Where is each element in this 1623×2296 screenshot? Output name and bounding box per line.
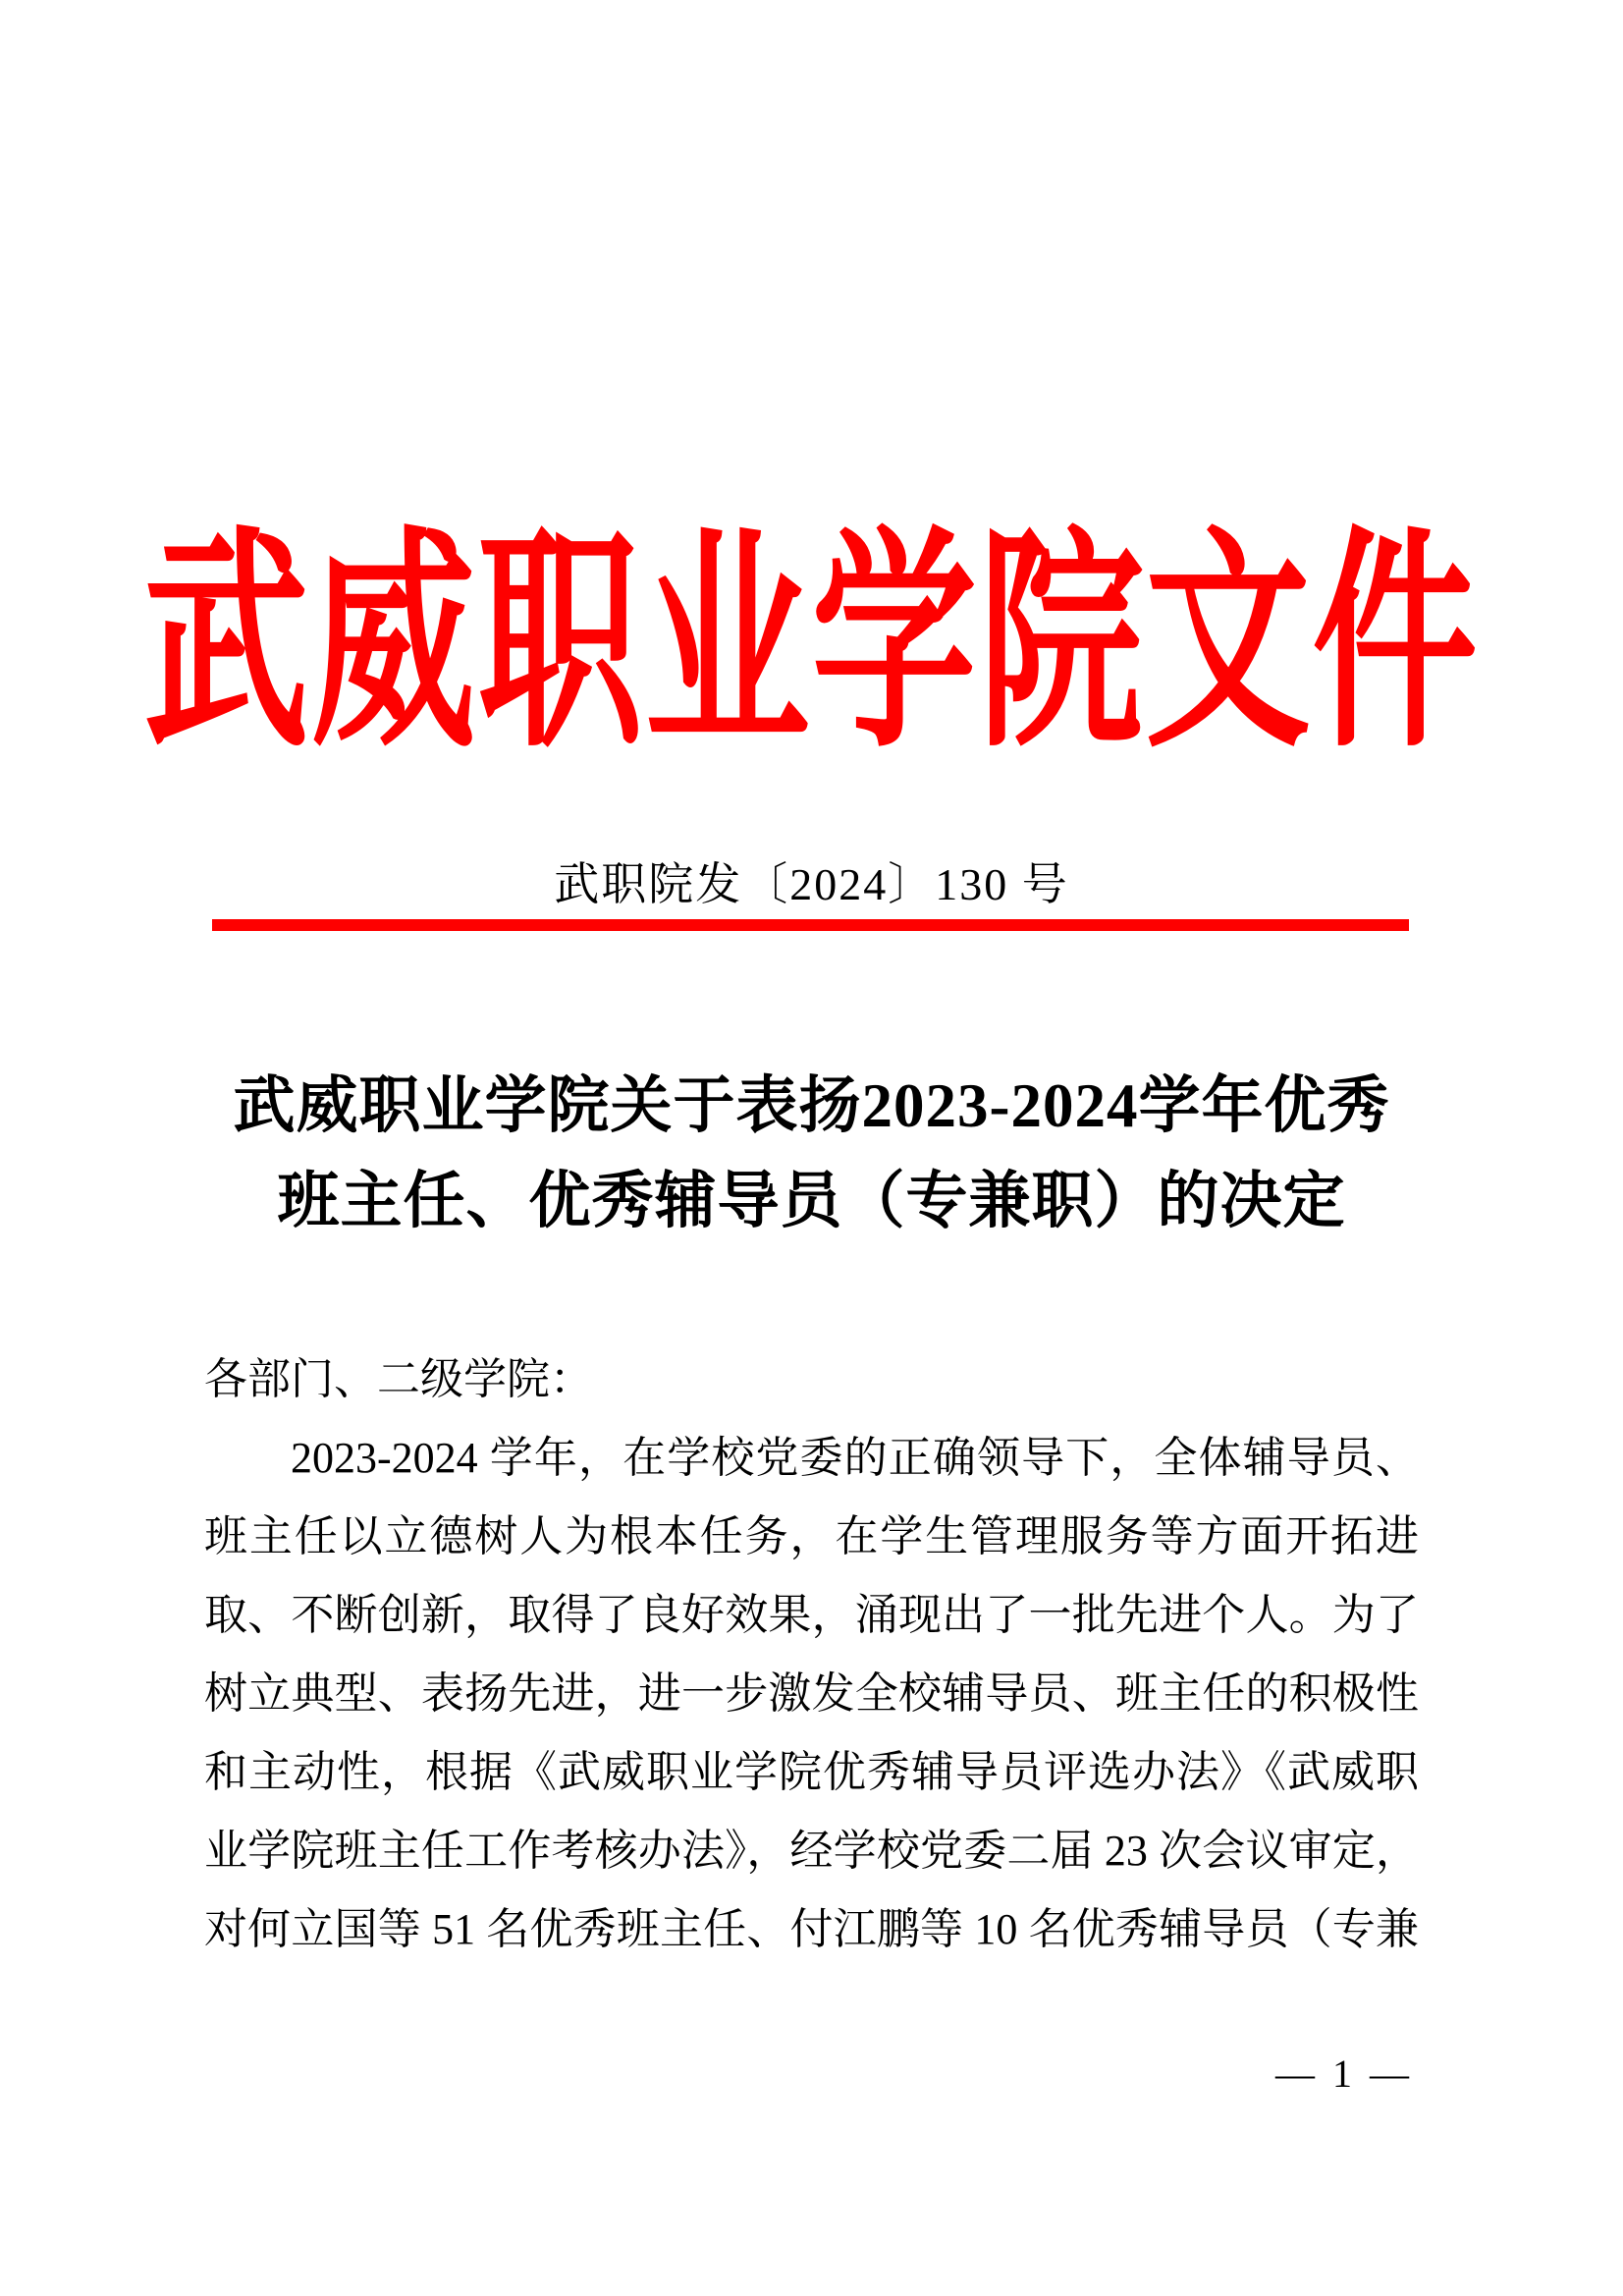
salutation-line: 各部门、二级学院： (204, 1355, 593, 1403)
body-line: 班主任以立德树人为根本任务，在学生管理服务等方面开拓进 (204, 1512, 1419, 1560)
body-line: 对何立国等 51 名优秀班主任、付江鹏等 10 名优秀辅导员（专兼 (204, 1905, 1419, 1953)
page-number: — 1 — (1275, 2051, 1413, 2096)
body-line: 2023-2024 学年，在学校党委的正确领导下，全体辅导员、 (291, 1434, 1419, 1482)
masthead-title: 武威职业学院文件 (143, 516, 1480, 776)
body-text-block (204, 1340, 1419, 1969)
body-line: 取、不断创新，取得了良好效果，涌现出了一批先进个人。为了 (204, 1591, 1419, 1639)
red-divider-line (212, 919, 1409, 931)
document-title (118, 1059, 1505, 1249)
document-number: 武职院发〔2024〕130 号 (554, 859, 1069, 909)
body-line: 和主动性，根据《武威职业学院优秀辅导员评选办法》《武威职 (204, 1748, 1419, 1796)
body-line: 树立典型、表扬先进，进一步激发全校辅导员、班主任的积极性 (204, 1669, 1419, 1718)
body-line: 业学院班主任工作考核办法》，经学校党委二届 23 次会议审定， (204, 1827, 1419, 1875)
document-title-line-1: 武威职业学院关于表扬2023-2024学年优秀 (233, 1071, 1390, 1140)
document-title-line-2: 班主任、优秀辅导员（专兼职）的决定 (277, 1167, 1346, 1235)
